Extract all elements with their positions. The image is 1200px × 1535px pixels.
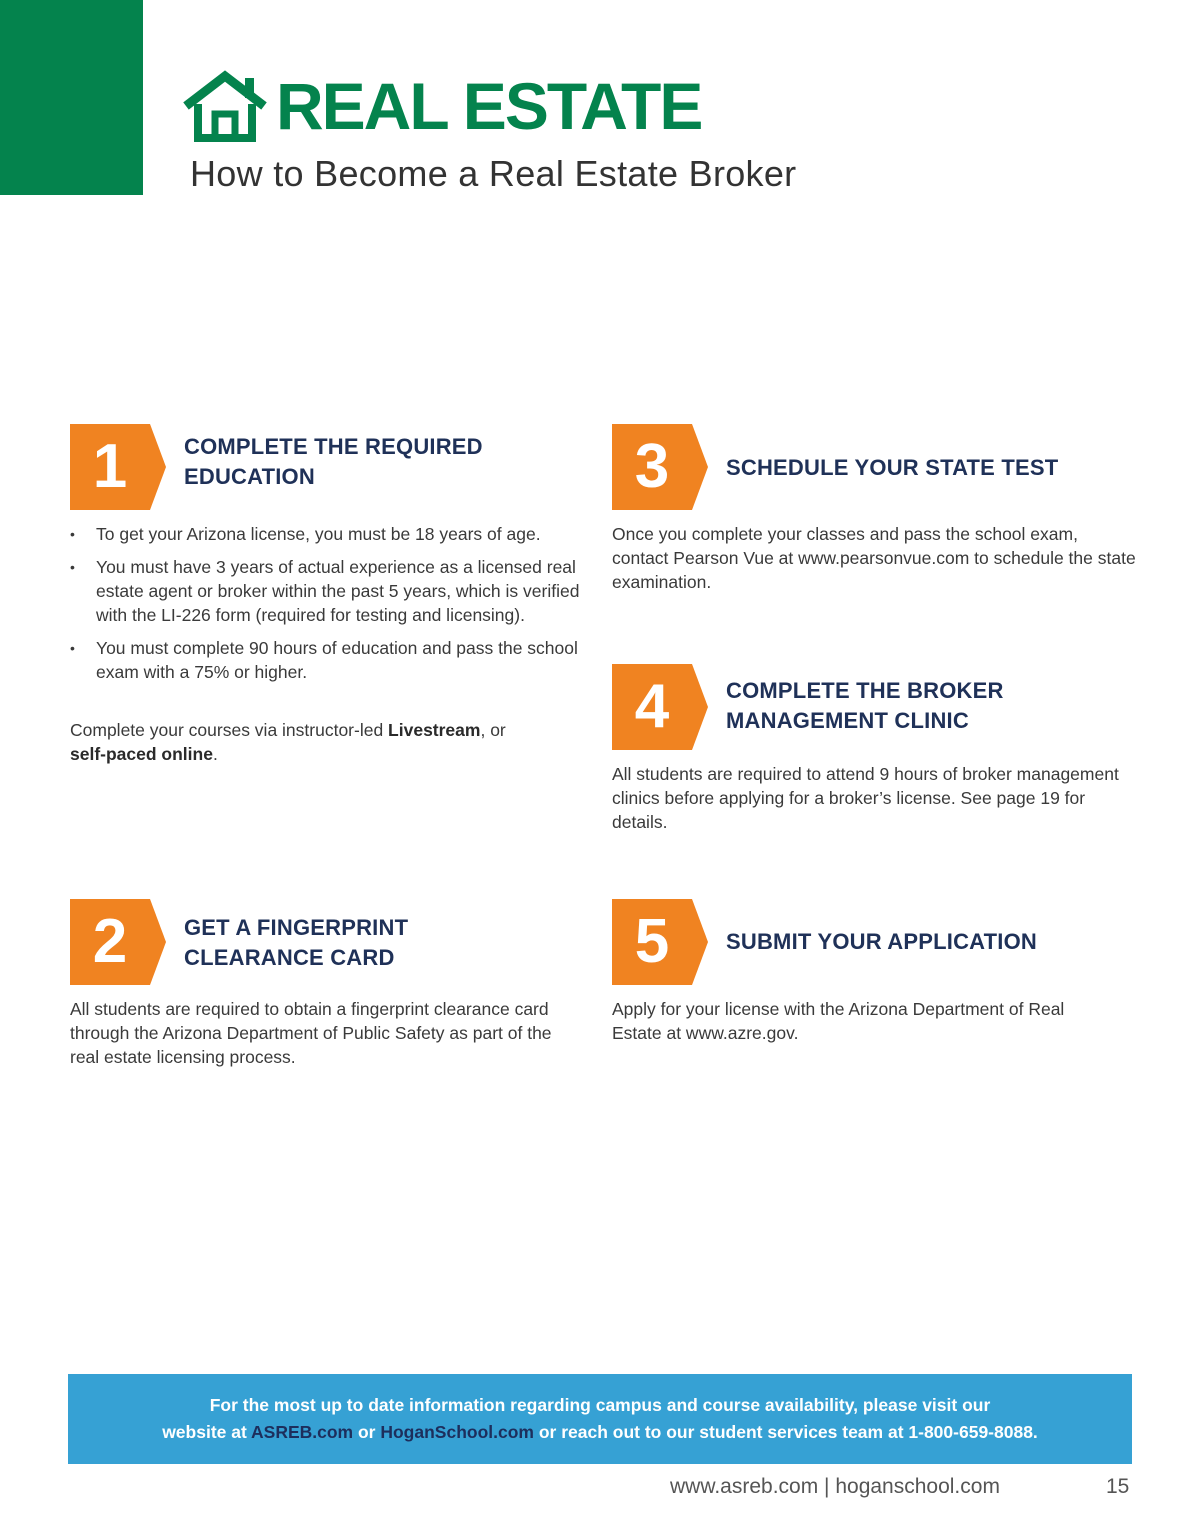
note-text: Complete your courses via instructor-led: [70, 720, 389, 740]
step-title-line: SCHEDULE YOUR STATE TEST: [726, 455, 1059, 480]
footer-urls: www.asreb.com | hoganschool.com: [670, 1475, 1000, 1498]
page-number: 15: [1106, 1475, 1130, 1498]
step-title-line: SUBMIT YOUR APPLICATION: [726, 929, 1037, 954]
step-number: 4: [634, 672, 670, 741]
step-body: All students are required to attend 9 hours of broker management clinics before applying for a broker’s license. See page 19 for details.: [612, 764, 1119, 832]
step-number: 2: [92, 907, 128, 976]
step-title-line: CLEARANCE CARD: [184, 945, 395, 970]
info-line: For the most up to date information regarding campus and course availability, please visit our: [209, 1395, 991, 1415]
step-number: 1: [92, 432, 128, 501]
step-badge: [70, 424, 166, 510]
step-number: 3: [634, 432, 670, 501]
step-4: [612, 664, 1137, 844]
step-title: [184, 432, 483, 492]
hoganschool-link[interactable]: HoganSchool.com: [380, 1422, 534, 1442]
house-icon: [182, 70, 268, 142]
step-5: [612, 899, 1137, 1079]
list-item: • You must have 3 years of actual experience as a licensed real estate agent or broker within the past 5 years, which is verified with the LI-226 form (required for testing and licensing).: [70, 555, 590, 627]
page-header: [182, 70, 701, 142]
green-corner-block: [0, 0, 143, 195]
asreb-link[interactable]: ASREB.com: [251, 1422, 354, 1442]
step-2: [70, 899, 590, 1079]
livestream-label: Livestream: [388, 720, 481, 740]
step-title: [184, 913, 408, 973]
list-item: • You must complete 90 hours of education and pass the school exam with a 75% or higher.: [70, 636, 590, 684]
step-title-line: COMPLETE THE REQUIRED: [184, 434, 483, 459]
step-3: [612, 424, 1137, 604]
step-body: Once you complete your classes and pass the school exam, contact Pearson Vue at www.pearsonvue.com to schedule the state examination.: [612, 524, 1136, 592]
info-banner: [68, 1374, 1132, 1464]
self-paced-label: self-paced online: [70, 744, 213, 764]
step-title: [726, 453, 1058, 483]
step-body: All students are required to obtain a fingerprint clearance card through the Arizona Department of Public Safety as part of the real estate licensing process.: [70, 999, 552, 1067]
step-title-line: MANAGEMENT CLINIC: [726, 708, 969, 733]
step-badge: [612, 424, 708, 510]
page-title: REAL ESTATE: [276, 69, 702, 143]
note-text: , or: [480, 720, 506, 740]
step-badge: [612, 664, 708, 750]
step-title: [726, 927, 1037, 957]
step-title-line: COMPLETE THE BROKER: [726, 678, 1004, 703]
step-title-line: EDUCATION: [184, 464, 315, 489]
step-body: [70, 522, 590, 766]
step-badge: [70, 899, 166, 985]
step-badge: [612, 899, 708, 985]
step-body: Apply for your license with the Arizona Department of Real Estate at www.azre.gov.: [612, 999, 1065, 1043]
info-line: [68, 1419, 1132, 1446]
list-item: • To get your Arizona license, you must be 18 years of age.: [70, 522, 590, 546]
info-text: or reach out to our student services team at 1-800-659-8088.: [533, 1422, 1038, 1442]
step-title-line: GET A FINGERPRINT: [184, 915, 409, 940]
requirements-list: [70, 522, 590, 684]
info-text: website at: [162, 1422, 252, 1442]
step-number: 5: [634, 907, 670, 976]
note-text: .: [212, 744, 218, 764]
step-title: [726, 676, 1004, 736]
info-text: or: [353, 1422, 381, 1442]
step-1: [70, 424, 590, 804]
course-format-note: [70, 718, 590, 766]
page-subtitle: How to Become a Real Estate Broker: [190, 153, 797, 194]
